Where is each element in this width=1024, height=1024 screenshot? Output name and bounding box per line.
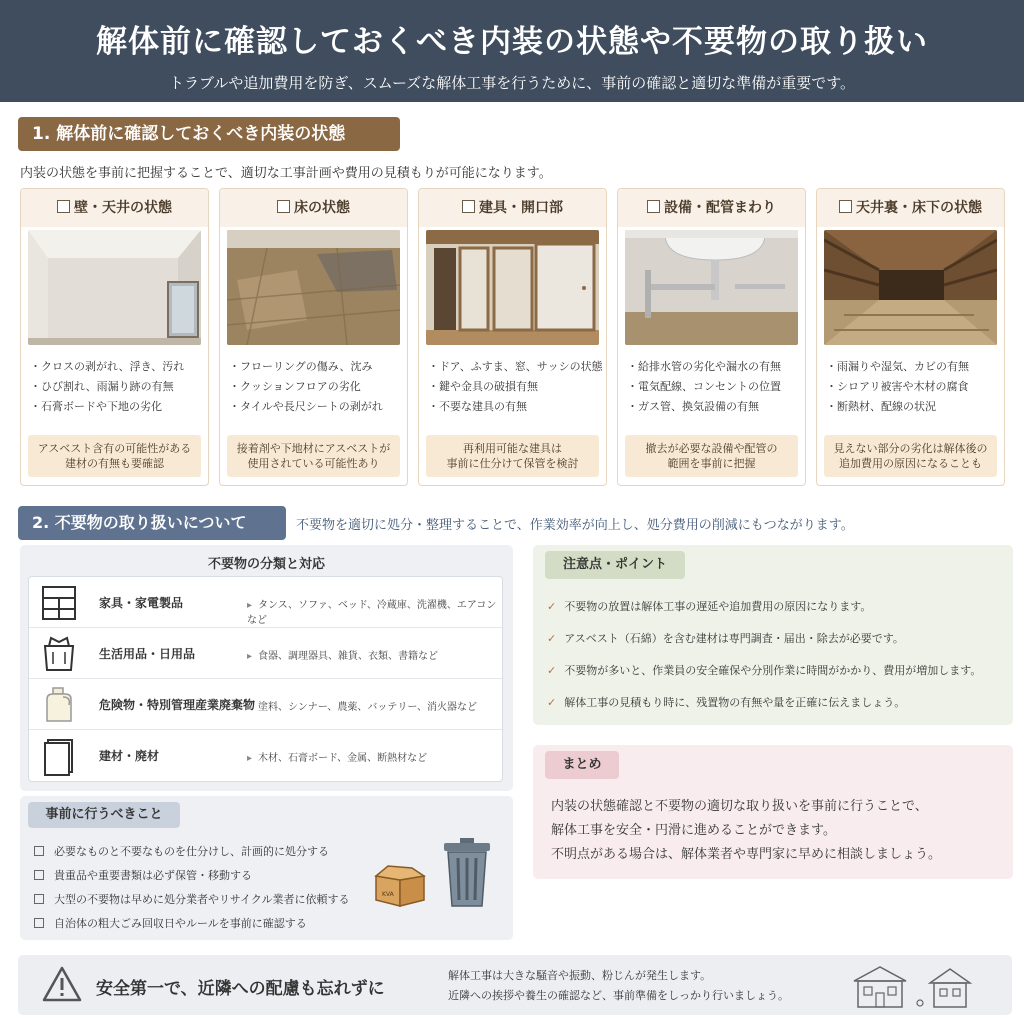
category-name: 生活用品・日用品 — [99, 647, 196, 661]
classification-list — [28, 576, 503, 782]
category-examples: ▸ 塗料、シンナー、農薬、バッテリー、消火器など — [247, 698, 477, 713]
check-icon: ✓ — [547, 600, 557, 613]
check-icon: ✓ — [547, 696, 557, 709]
list-item: ・ひび割れ、雨漏り跡の有無 — [30, 380, 174, 393]
list-item: 必要なものと不要なものを仕分けし、計画的に処分する — [34, 840, 349, 864]
checkbox-icon — [647, 200, 660, 213]
attic-photo — [824, 230, 997, 345]
points-title: 注意点・ポイント — [545, 551, 685, 579]
list-item: ・シロアリ被害や木材の腐食 — [826, 380, 969, 393]
list-item: ・ガス管、換気設備の有無 — [627, 400, 759, 413]
checkbox-icon — [34, 846, 44, 856]
houses-icon — [850, 963, 976, 1009]
list-item: ・雨漏りや湿気、カビの有無 — [826, 360, 969, 373]
list-item: ✓ 不要物の放置は解体工事の遅延や追加費用の原因になります。 — [547, 600, 872, 613]
category-name: 建材・廃材 — [99, 749, 160, 763]
card-checklist — [428, 357, 603, 417]
category-name: 危険物・特別管理産業廃棄物 — [99, 698, 256, 712]
wall-ceiling-photo — [28, 230, 201, 345]
list-item: ・クロスの剥がれ、浮き、汚れ — [30, 360, 185, 373]
advance-panel — [20, 796, 513, 940]
classification-title: 不要物の分類と対応 — [207, 557, 325, 572]
list-item: 大型の不要物は早めに処分業者やリサイクル業者に依頼する — [34, 888, 349, 912]
svg-text:KVA: KVA — [382, 891, 394, 898]
container-icon — [39, 685, 79, 725]
page-subtitle: トラブルや追加費用を防ぎ、スムーズな解体工事を行うために、事前の確認と適切な準備が重要です。 — [168, 74, 856, 92]
page-header — [0, 0, 1024, 102]
list-item: ✓ 不要物が多いと、作業員の安全確保や分別作業に時間がかかり、費用が増加します。 — [547, 664, 982, 677]
card-title: 天井裏・床下の状態 — [817, 189, 1004, 227]
checkbox-icon — [34, 918, 44, 928]
card-title: 建具・開口部 — [419, 189, 606, 227]
card-title: 壁・天井の状態 — [21, 189, 208, 227]
card-checklist — [826, 357, 969, 417]
card-checklist — [627, 357, 781, 417]
category-examples: ▸ 食器、調理器具、雑貨、衣類、書籍など — [247, 647, 438, 662]
list-item: ・断熱材、配線の状況 — [826, 400, 936, 413]
list-item: ✓ アスベスト（石綿）を含む建材は専門調査・届出・除去が必要です。 — [547, 632, 904, 645]
warning-icon — [42, 965, 82, 1003]
safety-footer — [18, 955, 1012, 1015]
advance-checklist — [34, 840, 349, 936]
list-item: ・ドア、ふすま、窓、サッシの状態 — [428, 360, 603, 373]
table-row — [29, 730, 502, 781]
table-row — [29, 628, 502, 679]
card-equipment — [617, 188, 806, 486]
points-panel — [533, 545, 1013, 725]
checkbox-icon — [839, 200, 852, 213]
check-icon: ✓ — [547, 664, 557, 677]
plumbing-photo — [625, 230, 798, 345]
category-examples: ▸ タンス、ソファ、ベッド、冷蔵庫、洗濯機、エアコンなど — [247, 596, 502, 626]
card-note: 撤去が必要な設備や配管の 範囲を事前に把握 — [625, 435, 798, 477]
summary-title: まとめ — [545, 751, 619, 779]
card-title: 設備・配管まわり — [618, 189, 805, 227]
cardboard-box-icon — [372, 860, 428, 908]
card-title: 床の状態 — [220, 189, 407, 227]
footer-title: 安全第一で、近隣への配慮も忘れずに — [96, 979, 385, 999]
list-item: ・給排水管の劣化や漏水の有無 — [627, 360, 781, 373]
list-item: ・石膏ボードや下地の劣化 — [30, 400, 162, 413]
list-item: ・鍵や金具の破損有無 — [428, 380, 538, 393]
shelf-icon — [39, 583, 79, 623]
table-row — [29, 577, 502, 628]
card-wall-ceiling — [20, 188, 209, 486]
panel-icon — [39, 736, 79, 776]
checkbox-icon — [57, 200, 70, 213]
list-item: ✓ 解体工事の見積もり時に、残置物の有無や量を正確に伝えましょう。 — [547, 696, 906, 709]
summary-panel — [533, 745, 1013, 879]
list-item: 貴重品や重要書類は必ず保管・移動する — [34, 864, 349, 888]
trash-can-icon — [440, 836, 494, 908]
card-note: 再利用可能な建具は 事前に仕分けて保管を検討 — [426, 435, 599, 477]
check-icon: ✓ — [547, 632, 557, 645]
card-checklist — [229, 357, 383, 417]
list-item: ・クッションフロアの劣化 — [229, 380, 361, 393]
section2-title: 2. 不要物の取り扱いについて — [18, 506, 286, 540]
page-title: 解体前に確認しておくべき内装の状態や不要物の取り扱い — [96, 24, 928, 60]
checkbox-icon — [462, 200, 475, 213]
section1-title: 1. 解体前に確認しておくべき内装の状態 — [18, 117, 400, 151]
list-item: ・タイルや長尺シートの剥がれ — [229, 400, 383, 413]
advance-title: 事前に行うべきこと — [28, 802, 180, 828]
points-list — [547, 591, 981, 719]
fittings-photo — [426, 230, 599, 345]
section1-description: 内装の状態を事前に把握することで、適切な工事計画や費用の見積もりが可能になります。 — [20, 166, 552, 181]
footer-description: 解体工事は大きな騒音や振動、粉じんが発生します。 近隣への挨拶や養生の確認など、事前準備をしっかり行いましょう。 — [448, 969, 789, 1002]
card-note: 接着剤や下地材にアスベストが 使用されている可能性あり — [227, 435, 400, 477]
category-examples: ▸ 木材、石膏ボード、金属、断熱材など — [247, 749, 427, 764]
floor-photo — [227, 230, 400, 345]
card-checklist — [30, 357, 184, 417]
table-row — [29, 679, 502, 730]
card-fittings — [418, 188, 607, 486]
card-note: アスベスト含有の可能性がある 建材の有無も要確認 — [28, 435, 201, 477]
list-item: ・不要な建具の有無 — [428, 400, 527, 413]
box-items-icon — [39, 634, 79, 674]
section2-description: 不要物を適切に処分・整理することで、作業効率が向上し、処分費用の削減にもつながります。 — [296, 518, 854, 533]
checkbox-icon — [277, 200, 290, 213]
list-item: ・フローリングの傷み、沈み — [229, 360, 373, 373]
checkbox-icon — [34, 894, 44, 904]
checkbox-icon — [34, 870, 44, 880]
card-note: 見えない部分の劣化は解体後の 追加費用の原因になることも — [824, 435, 997, 477]
classification-panel — [20, 545, 513, 791]
list-item: ・電気配線、コンセントの位置 — [627, 380, 781, 393]
category-name: 家具・家電製品 — [99, 596, 184, 610]
card-attic-underfloor — [816, 188, 1005, 486]
list-item: 自治体の粗大ごみ回収日やルールを事前に確認する — [34, 912, 349, 936]
card-floor — [219, 188, 408, 486]
summary-text: 内装の状態確認と不要物の適切な取り扱いを事前に行うことで、 解体工事を安全・円滑に進めることができます。 不明点がある場合は、解体業者や専門家に早めに相談しましょう。 — [551, 799, 942, 862]
